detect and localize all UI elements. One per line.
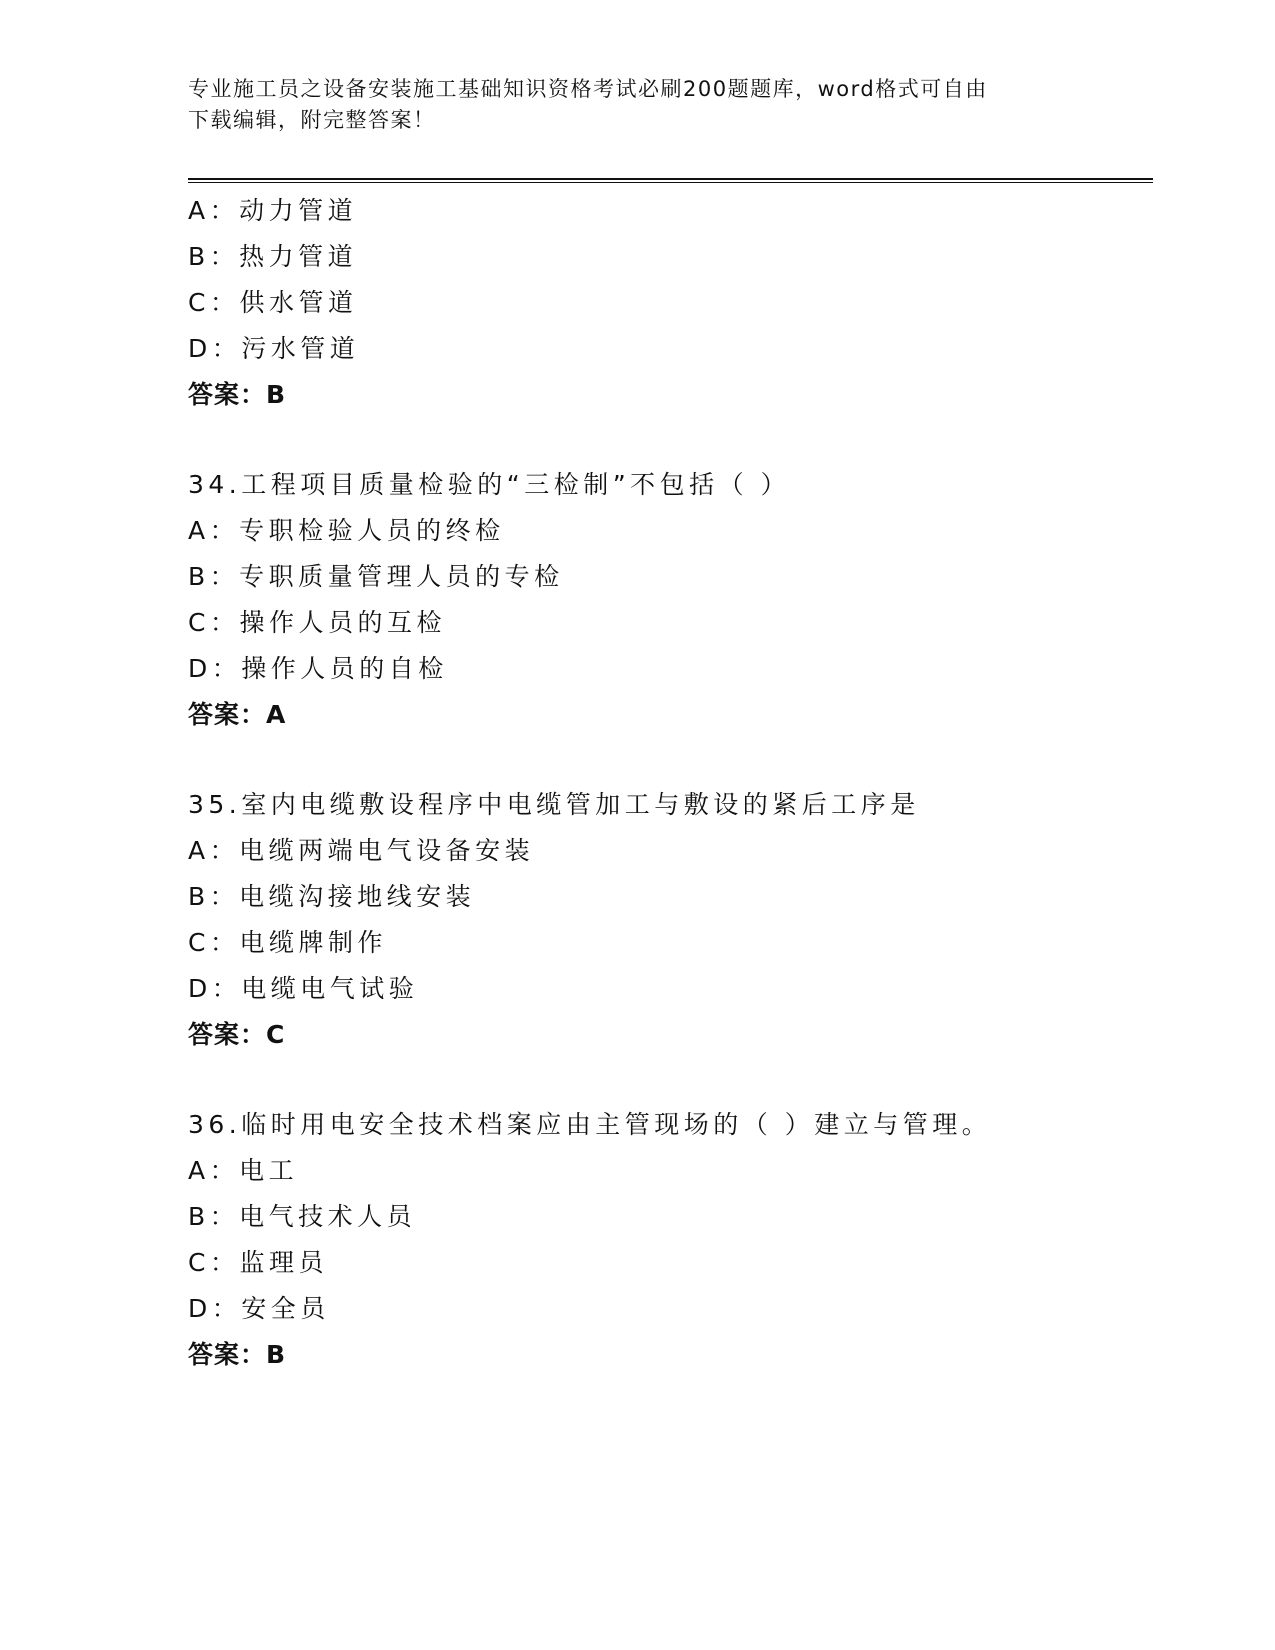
option-d: D：电缆电气试验	[188, 974, 419, 1003]
question-list	[188, 188, 1148, 1378]
answer: 答案：B	[188, 1340, 287, 1369]
option-c: C：监理员	[188, 1248, 328, 1277]
option-d: D：操作人员的自检	[188, 654, 448, 683]
question-33	[188, 188, 1148, 418]
question-36	[188, 1102, 1148, 1378]
spacer	[188, 418, 1148, 462]
answer: 答案：B	[188, 380, 287, 409]
option-b: B：电缆沟接地线安装	[188, 882, 476, 911]
document-header	[188, 74, 1088, 136]
option-d: D：污水管道	[188, 334, 360, 363]
question-text: 34.工程项目质量检验的“三检制”不包括（ ）	[188, 470, 791, 499]
option-a: A：专职检验人员的终检	[188, 516, 505, 545]
spacer	[188, 738, 1148, 782]
header-line-1: 专业施工员之设备安装施工基础知识资格考试必刷200题题库，word格式可自由	[188, 77, 988, 101]
option-b: B：热力管道	[188, 242, 358, 271]
header-line-2: 下载编辑，附完整答案！	[188, 108, 436, 132]
answer: 答案：A	[188, 700, 287, 729]
option-c: C：供水管道	[188, 288, 358, 317]
option-d: D：安全员	[188, 1294, 330, 1323]
option-c: C：电缆牌制作	[188, 928, 387, 957]
option-a: A：电工	[188, 1156, 299, 1185]
question-34	[188, 462, 1148, 738]
option-b: B：电气技术人员	[188, 1202, 417, 1231]
question-text: 36.临时用电安全技术档案应由主管现场的（ ）建立与管理。	[188, 1110, 992, 1139]
answer: 答案：C	[188, 1020, 286, 1049]
option-a: A：动力管道	[188, 196, 358, 225]
option-a: A：电缆两端电气设备安装	[188, 836, 535, 865]
question-text: 35.室内电缆敷设程序中电缆管加工与敷设的紧后工序是	[188, 790, 920, 819]
option-c: C：操作人员的互检	[188, 608, 446, 637]
spacer	[188, 1058, 1148, 1102]
option-b: B：专职质量管理人员的专检	[188, 562, 564, 591]
question-35	[188, 782, 1148, 1058]
header-divider	[188, 178, 1153, 183]
